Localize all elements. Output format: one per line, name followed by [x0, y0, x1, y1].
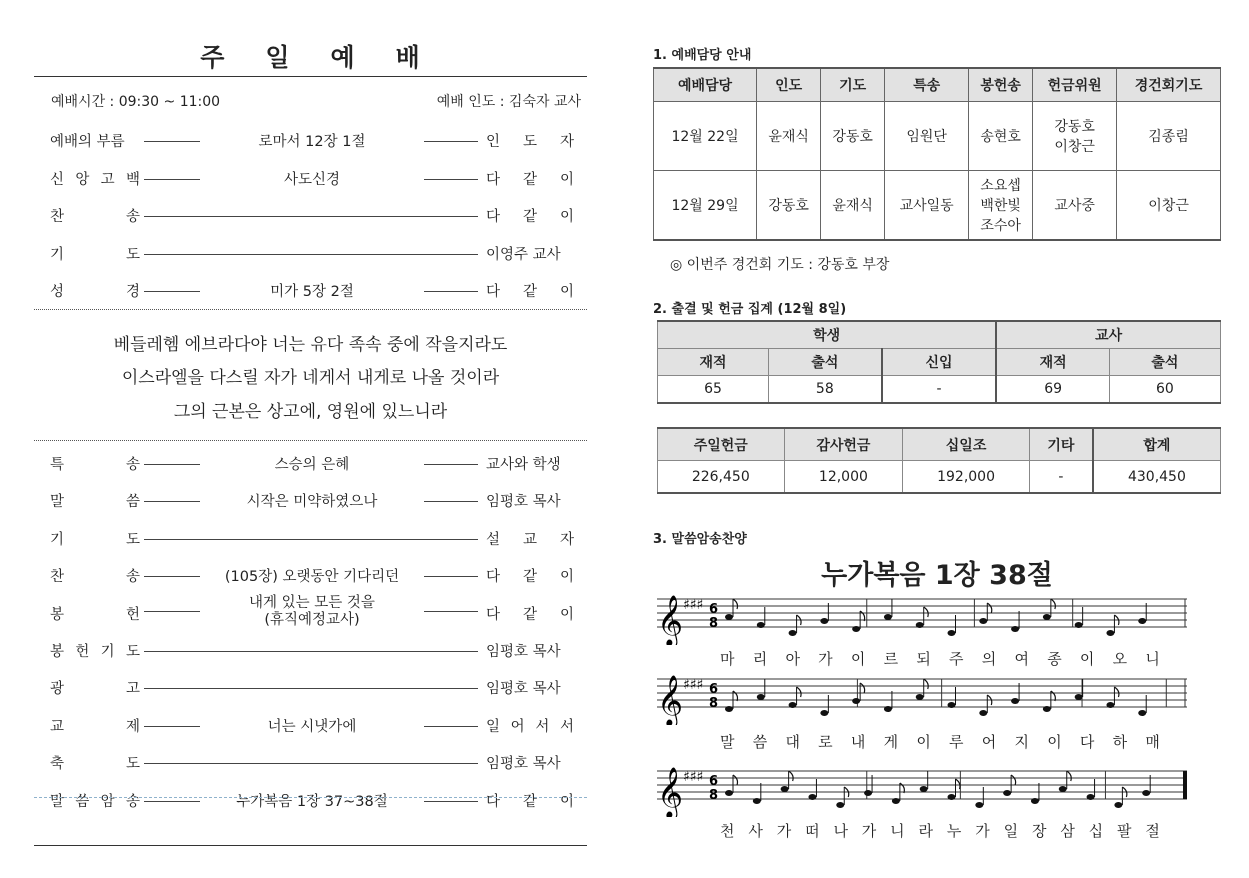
prayer-note: ◎ 이번주 경건회 기도 : 강동호 부장 [670, 257, 890, 273]
lyric-syllable: 내 [850, 733, 866, 751]
order-item-label: 봉 헌 [50, 606, 140, 623]
order-item-detail: 스승의 은혜 [200, 453, 424, 474]
order-item [50, 565, 574, 589]
order-item-label: 봉 헌 기 도 [50, 644, 140, 660]
lyric-syllable: 니 [1145, 650, 1160, 668]
lyric-syllable: 되 [916, 650, 931, 668]
order-item-person: 임평호 목사 [486, 644, 561, 660]
lyric-syllable: 하 [1112, 733, 1128, 751]
order-item-label: 기 도 [50, 246, 140, 263]
lyric-syllable: 매 [1145, 733, 1160, 751]
svg-text:6: 6 [709, 682, 719, 697]
offering-table [657, 427, 1221, 494]
lyric-syllable: 이 [850, 650, 866, 668]
lyric-syllable: 르 [883, 650, 899, 668]
order-item-detail: 시작은 미약하였으나 [200, 490, 424, 511]
order-item [50, 130, 574, 154]
lyric-syllable: 삼 [1060, 822, 1075, 840]
order-item-person: 설 교 자 [486, 531, 574, 548]
song-heading: 3. 말씀암송찬양 [653, 532, 747, 547]
table-row: 12월 29일 강동호 윤재식 교사일동 소요셉 백한빛 조수아 교사중 이창근 [654, 171, 1221, 241]
order-item [50, 715, 574, 739]
leader-line [144, 651, 478, 652]
lyric-syllable: 말 [720, 733, 735, 751]
order-item-person: 다 같 이 [486, 284, 574, 300]
order-item [50, 594, 574, 628]
order-item-label: 신 앙 고 백 [50, 171, 140, 188]
divider [34, 797, 587, 798]
order-item [50, 752, 574, 776]
order-item-person: 일 어 서 서 [486, 718, 574, 735]
music-staff [653, 665, 1221, 725]
lyric-syllable: 장 [1031, 822, 1047, 840]
order-item-label: 광 고 [50, 681, 140, 698]
lyric-syllable: 종 [1047, 650, 1062, 668]
order-item-person: 다 같 이 [486, 569, 574, 586]
lyric-syllable: 리 [752, 650, 768, 668]
lyric-syllable: 대 [785, 733, 800, 751]
attendance-heading: 2. 출결 및 헌금 집계 (12월 8일) [653, 302, 847, 317]
leader-line [144, 254, 478, 255]
verse-line: 그의 근본은 상고에, 영원에 있느니라 [173, 402, 448, 422]
lyric-syllable: 라 [918, 822, 934, 840]
attendance-table [657, 320, 1221, 404]
order-item [50, 243, 574, 267]
lyric-syllable: 어 [981, 733, 997, 751]
leader-line [144, 216, 478, 217]
lyric-syllable: 의 [981, 650, 997, 668]
order-item [50, 168, 574, 192]
lyric-syllable: 씀 [752, 733, 768, 751]
divider [34, 845, 587, 846]
divider [34, 309, 587, 310]
lyric-syllable: 천 [720, 822, 735, 840]
service-time-row [51, 91, 581, 111]
table-header-row: 재적 출석 신입 재적 출석 [658, 349, 1221, 376]
order-item-label: 예배의 부름 [50, 134, 125, 150]
table-row: 12월 22일 윤재식 강동호 임원단 송현호 강동호 이창근 김종림 [654, 102, 1221, 171]
order-item [50, 677, 574, 701]
duty-table [653, 67, 1221, 241]
service-time: 예배시간 : 09:30 ~ 11:00 [51, 94, 221, 110]
order-item [50, 280, 574, 304]
svg-text:𝄞: 𝄞 [657, 767, 684, 817]
order-item-person: 교사와 학생 [486, 457, 561, 473]
service-leader: 예배 인도 : 김숙자 교사 [436, 94, 581, 110]
table-header-row: 주일헌금 감사헌금 십일조 기타 합계 [658, 428, 1221, 461]
leader-line [144, 539, 478, 540]
divider [34, 440, 587, 441]
lyric-syllable: 지 [1014, 733, 1029, 751]
svg-text:♯♯♯: ♯♯♯ [683, 769, 704, 785]
lyric-syllable: 나 [833, 822, 848, 840]
order-item-person: 임평호 목사 [486, 681, 561, 698]
lyric-syllable: 가 [818, 650, 833, 668]
svg-text:𝄞: 𝄞 [657, 675, 684, 725]
lyric-syllable: 누 [946, 822, 962, 840]
table-row: 65 58 - 69 60 [658, 376, 1221, 404]
order-item-person: 다 같 이 [486, 793, 574, 810]
lyric-line [720, 731, 1160, 752]
leader-line [144, 763, 478, 764]
order-item-label: 특 송 [50, 457, 140, 473]
order-item-person: 임평호 목사 [486, 756, 561, 773]
lyric-syllable: 떠 [805, 822, 820, 840]
divider [34, 76, 587, 77]
music-staff [653, 585, 1221, 645]
order-item [50, 205, 574, 229]
lyric-syllable: 가 [975, 822, 990, 840]
order-item-label: 성 경 [50, 284, 140, 300]
order-item-detail: 미가 5장 2절 [200, 280, 424, 301]
order-item-label: 축 도 [50, 756, 140, 773]
verse-line: 베들레헴 에브라다야 너는 유다 족속 중에 작을지라도 [113, 335, 508, 355]
order-item-label: 말 씀 [50, 494, 140, 511]
lyric-line [720, 820, 1160, 841]
lyric-syllable: 일 [1003, 822, 1019, 840]
music-staff [653, 757, 1221, 817]
lyric-syllable: 다 [1079, 733, 1095, 751]
lyric-syllable: 가 [776, 822, 792, 840]
order-item-detail: 내게 있는 모든 것을 (휴직예정교사) [200, 595, 424, 629]
order-item [50, 453, 574, 477]
table-row: 226,450 12,000 192,000 - 430,450 [658, 461, 1221, 494]
order-item-label: 기 도 [50, 531, 140, 548]
svg-text:♯♯♯: ♯♯♯ [683, 597, 704, 613]
lyric-syllable: 로 [818, 733, 833, 751]
order-item-person: 인 도 자 [486, 134, 574, 150]
lyric-syllable: 아 [785, 650, 800, 668]
order-item-detail: 사도신경 [200, 168, 424, 189]
svg-text:8: 8 [709, 788, 719, 803]
lyric-syllable: 팔 [1117, 822, 1132, 840]
order-item-detail: 너는 시냇가에 [200, 715, 424, 736]
service-title: 주 일 예 배 [200, 43, 421, 72]
order-item-person: 임평호 목사 [486, 494, 561, 511]
order-item-person: 이영주 교사 [486, 246, 561, 263]
lyric-syllable: 절 [1145, 822, 1160, 840]
order-item-detail: 로마서 12장 1절 [200, 130, 424, 151]
order-item-person: 다 같 이 [486, 171, 574, 188]
lyric-syllable: 십 [1088, 822, 1104, 840]
order-item-detail: 누가복음 1장 37~38절 [200, 790, 424, 811]
lyric-syllable: 주 [949, 650, 964, 668]
lyric-syllable: 가 [861, 822, 877, 840]
lyric-syllable: 니 [890, 822, 905, 840]
order-item [50, 528, 574, 552]
order-item [50, 490, 574, 514]
table-header-row: 예배담당 인도 기도 특송 봉헌송 헌금위원 경건회기도 [654, 68, 1221, 102]
lyric-syllable: 이 [1047, 733, 1062, 751]
lyric-syllable: 사 [748, 822, 763, 840]
order-item [50, 640, 574, 664]
svg-text:♯♯♯: ♯♯♯ [683, 677, 704, 693]
order-item-label: 찬 송 [50, 569, 140, 586]
order-item-label: 교 제 [50, 718, 140, 735]
lyric-syllable: 마 [720, 650, 735, 668]
order-item-detail: (105장) 오랫동안 기다리던 [200, 565, 424, 586]
lyric-syllable: 오 [1112, 650, 1128, 668]
order-item [50, 790, 574, 814]
svg-text:6: 6 [709, 602, 719, 617]
leader-line [144, 688, 478, 689]
svg-text:8: 8 [709, 616, 719, 631]
lyric-syllable: 여 [1014, 650, 1029, 668]
lyric-syllable: 이 [916, 733, 931, 751]
duty-heading: 1. 예배담당 안내 [653, 48, 752, 63]
order-item-label: 말 씀 암 송 [50, 793, 140, 810]
table-header-row: 학생 교사 [658, 321, 1221, 349]
order-item-person: 다 같 이 [486, 209, 574, 225]
lyric-syllable: 루 [949, 733, 964, 751]
svg-text:6: 6 [709, 774, 719, 789]
song-title: 누가복음 1장 38절 [821, 560, 1053, 591]
svg-text:𝄞: 𝄞 [657, 595, 684, 645]
lyric-syllable: 이 [1079, 650, 1095, 668]
order-item-person: 다 같 이 [486, 606, 574, 623]
verse-line: 이스라엘을 다스릴 자가 네게서 내게로 나올 것이라 [121, 368, 500, 388]
svg-text:8: 8 [709, 696, 719, 711]
lyric-syllable: 게 [883, 733, 899, 751]
order-item-label: 찬 송 [50, 209, 140, 225]
